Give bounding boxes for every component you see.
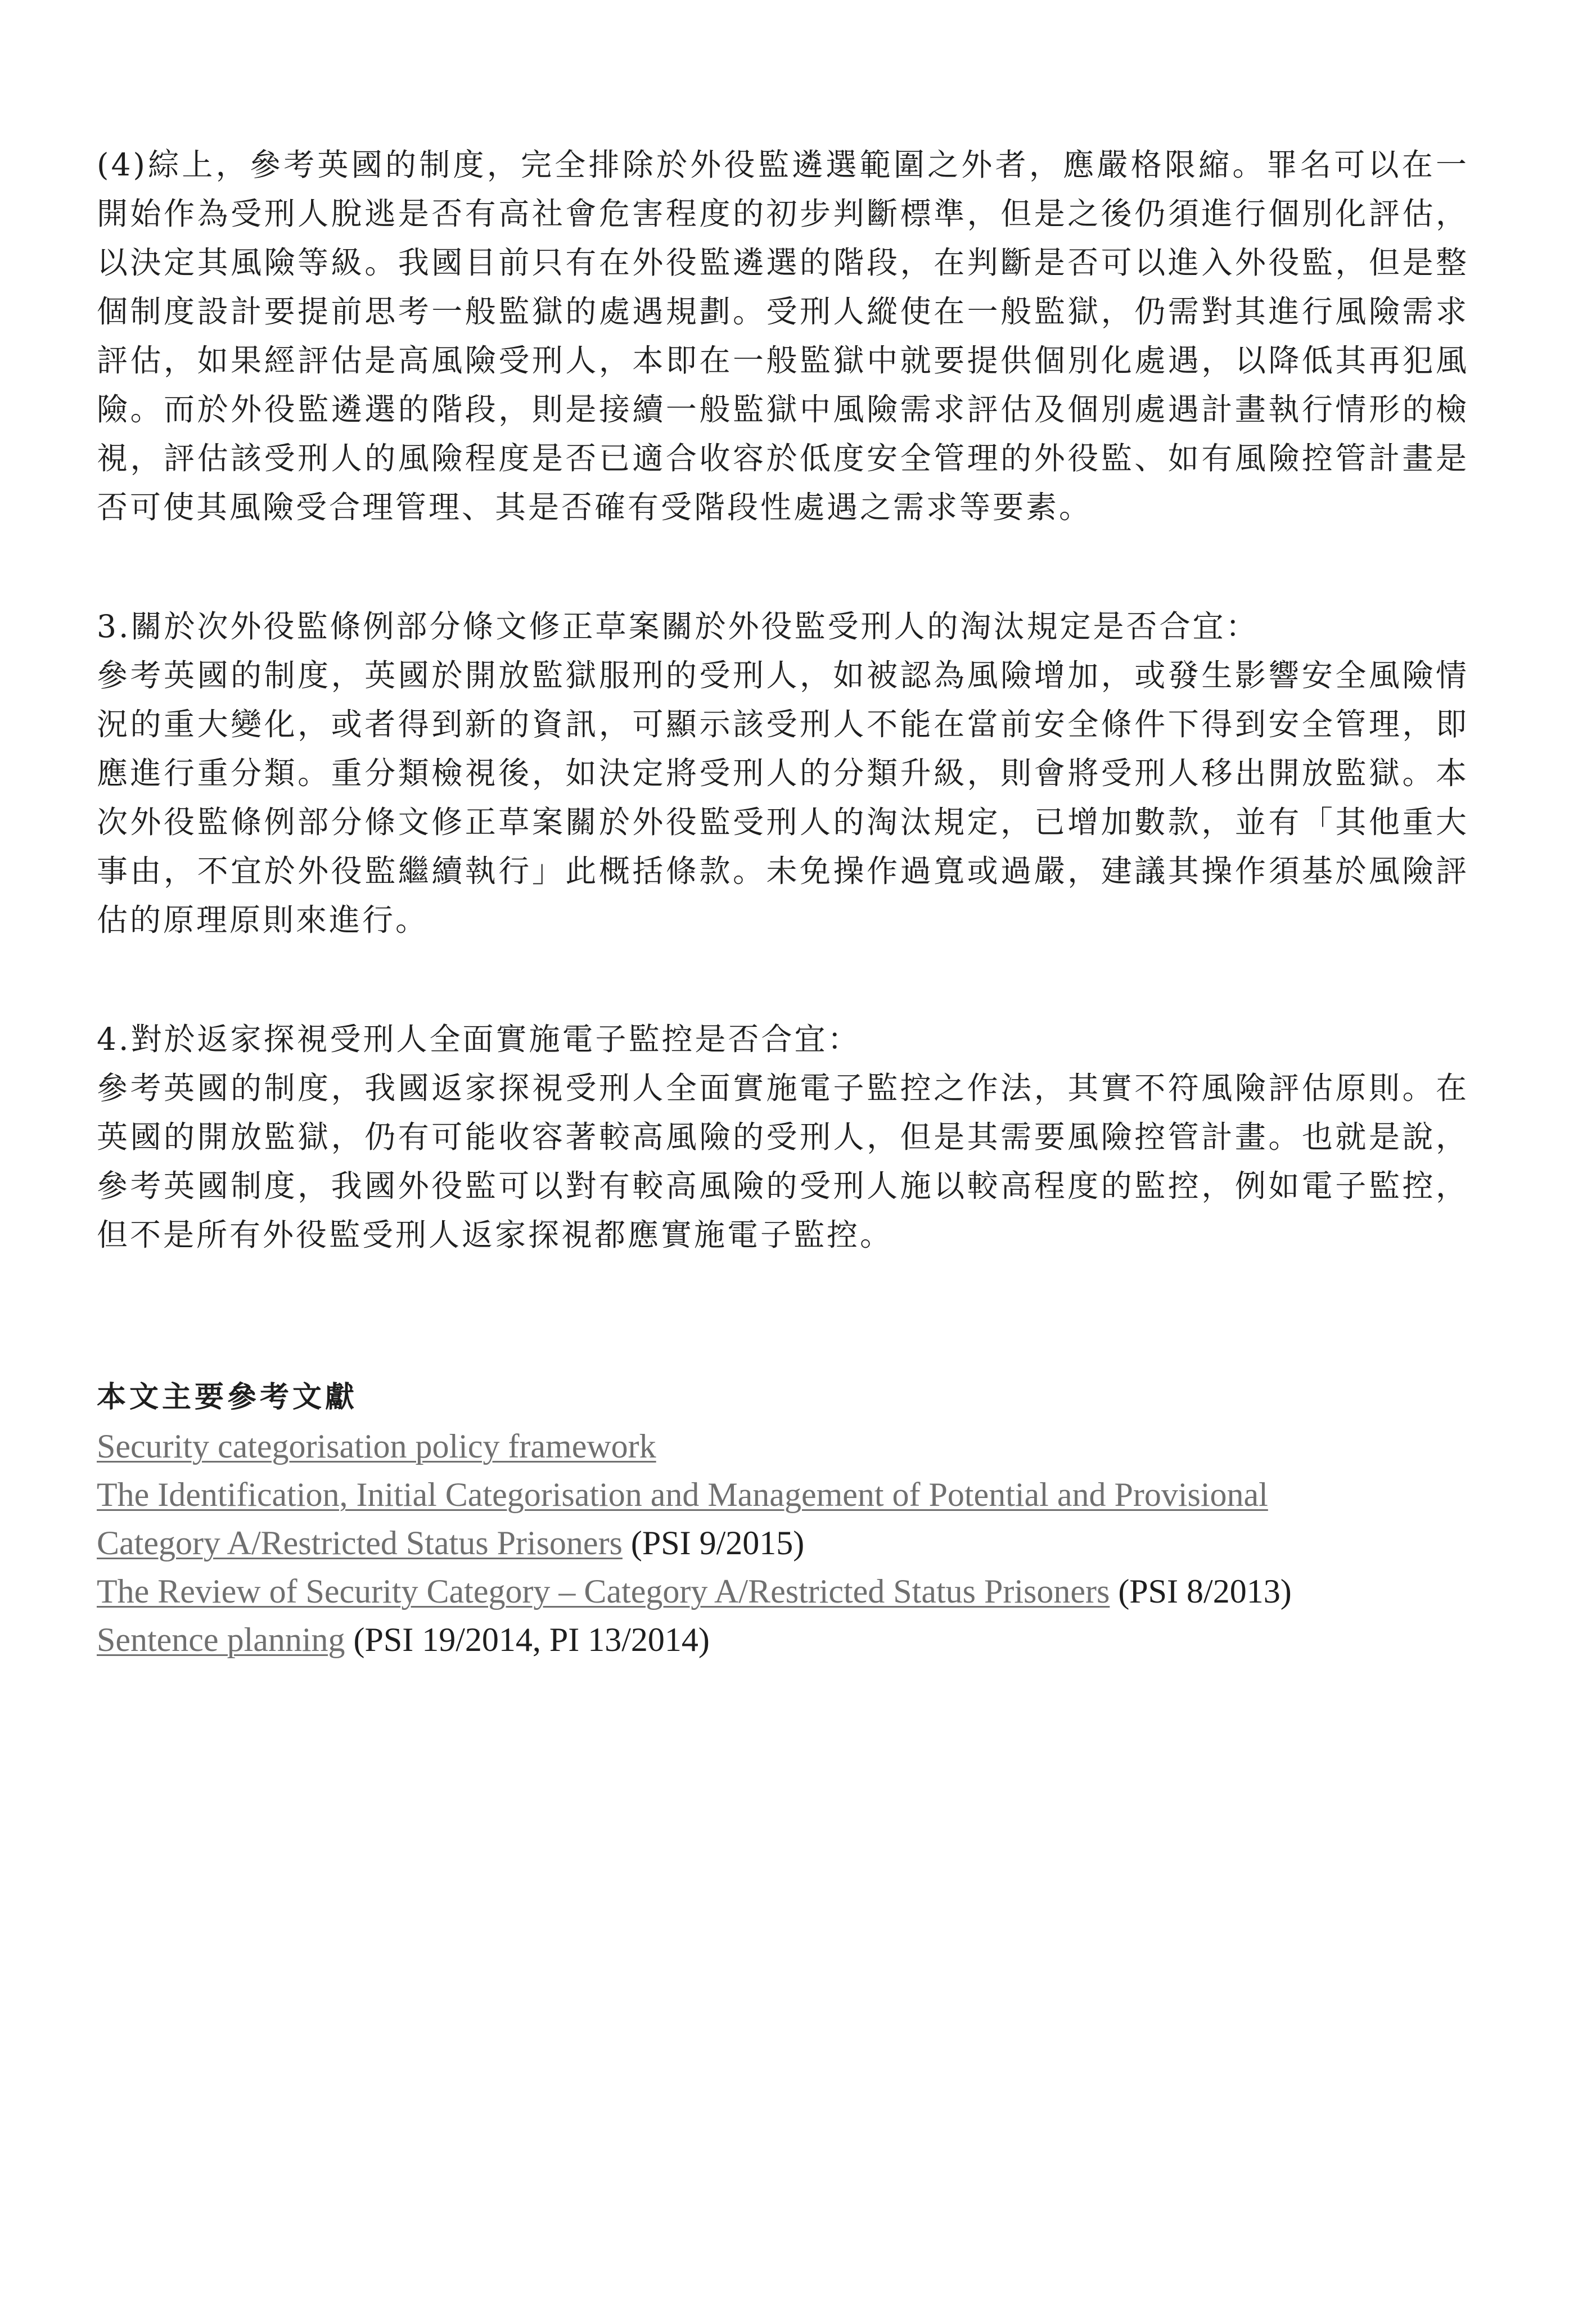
spacer xyxy=(97,1260,1469,1375)
reference-item xyxy=(97,1615,1469,1664)
reference-item xyxy=(97,1470,1469,1519)
reference-link[interactable]: Category A/Restricted Status Prisoners xyxy=(97,1524,623,1562)
paragraph-summary-4: (4)綜上，參考英國的制度，完全排除於外役監遴選範圍之外者，應嚴格限縮。罪名可以在一開始作為受刑人脫逃是否有高社會危害程度的初步判斷標準，但是之後仍須進行個別化評估，以決定其風險等級。我國目前只有在外役監遴選的階段，在判斷是否可以進入外役監，但是整個制度設計要提前思考一般監獄的處遇規劃。受刑人縱使在一般監獄，仍需對其進行風險需求評估，如果經評估是高風險受刑人，本即在一般監獄中就要提供個別化處遇，以降低其再犯風險。而於外役監遴選的階段，則是接續一般監獄中風險需求評估及個別處遇計畫執行情形的檢視，評估該受刑人的風險程度是否已適合收容於低度安全管理的外役監、如有風險控管計畫是否可使其風險受合理管理、其是否確有受階段性處遇之需求等要素。 xyxy=(97,147,1469,525)
document-page xyxy=(97,141,1469,1664)
section-3-body: 參考英國的制度，英國於開放監獄服刑的受刑人，如被認為風險增加，或發生影響安全風險情況的重大變化，或者得到新的資訊，可顯示該受刑人不能在當前安全條件下得到安全管理，即應進行重分類。重分類檢視後，如決定將受刑人的分類升級，則會將受刑人移出開放監獄。本次外役監條例部分條文修正草案關於外役監受刑人的淘汰規定，已增加數款，並有「其他重大事由，不宜於外役監繼續執行」此概括條款。未免操作過寬或過嚴，建議其操作須基於風險評估的原理原則來進行。 xyxy=(97,657,1469,938)
reference-item xyxy=(97,1567,1469,1615)
references-title: 本文主要參考文獻 xyxy=(97,1380,358,1414)
reference-item xyxy=(97,1519,1469,1567)
reference-link[interactable]: The Identification, Initial Categorisation and Management of Potential and Provisional xyxy=(97,1476,1268,1513)
reference-code: (PSI 19/2014, PI 13/2014) xyxy=(345,1621,710,1658)
reference-code: (PSI 8/2013) xyxy=(1110,1573,1292,1610)
reference-link[interactable]: Sentence planning xyxy=(97,1621,345,1658)
section-3 xyxy=(97,602,1469,945)
reference-code: (PSI 9/2015) xyxy=(622,1524,805,1562)
spacer xyxy=(97,532,1469,602)
section-3-heading: 3.關於次外役監條例部分條文修正草案關於外役監受刑人的淘汰規定是否合宜： xyxy=(97,608,1259,644)
references-section xyxy=(97,1375,1469,1664)
section-4 xyxy=(97,1015,1469,1260)
spacer xyxy=(97,945,1469,1015)
reference-link[interactable]: The Review of Security Category – Category A/Restricted Status Prisoners xyxy=(97,1573,1110,1610)
section-4-body: 參考英國的制度，我國返家探視受刑人全面實施電子監控之作法，其實不符風險評估原則。在英國的開放監獄，仍有可能收容著較高風險的受刑人，但是其需要風險控管計畫。也就是說，參考英國制度，我國外役監可以對有較高風險的受刑人施以較高程度的監控，例如電子監控，但不是所有外役監受刑人返家探視都應實施電子監控。 xyxy=(97,1070,1469,1253)
reference-link[interactable]: Security categorisation policy framework xyxy=(97,1428,656,1465)
section-4-heading: 4.對於返家探視受刑人全面實施電子監控是否合宜： xyxy=(97,1021,861,1057)
reference-item xyxy=(97,1422,1469,1470)
